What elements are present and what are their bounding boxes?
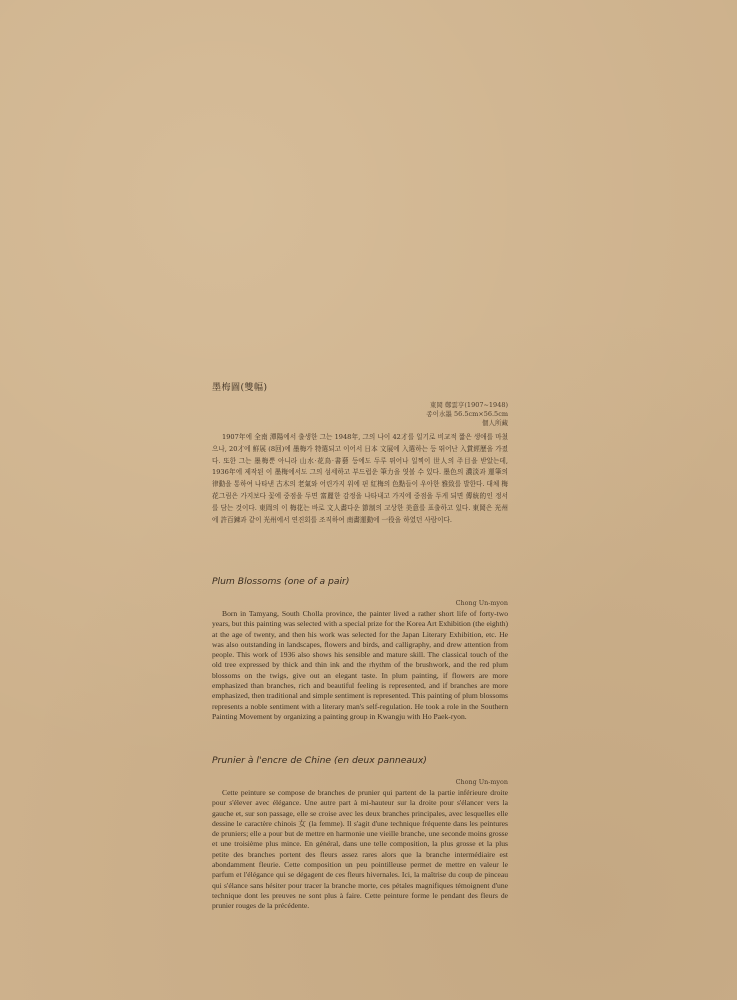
korean-artwork-meta [212,401,508,428]
french-title: Prunier à l'encre de Chine (en deux panneaux) [212,755,427,766]
korean-collection-line: 個人所藏 [482,419,508,427]
french-section [212,755,508,912]
french-artist-name: Chong Un-myon [455,778,508,786]
korean-description [212,432,508,526]
korean-medium-line: 종이水墨 56.5cm×56.5cm [426,410,508,418]
french-description [212,788,508,912]
english-description [212,609,508,722]
korean-artist-line: 東岡 鄭雲亨(1907~1948) [429,401,508,409]
french-paragraph: Cette peinture se compose de branches de prunier qui partent de la partie inférieure droite pour s'élever avec élégance. Une autre part à mi-hauteur sur la droite pour s'élancer vers la gauche et, sur son passage, elle se croise avec les deux branches principales, avec lesquelles elle dessine le caractère chinois 女 (la femme). Il s'agit d'une technique fréquente dans les peintures de pruniers; elle a pour but de mettre en harmonie une vieille branche, une seconde moins grosse et une troisième plus mince. En général, dans une telle composition, la plus grosse et la plus petite des branches portent des fleurs assez rares alors que la branche intermédiaire est abondamment fleurie. Cette composition un peu pointilleuse permet de mettre en valeur le parfum et l'élégance qui se dégagent de ces fleurs hivernales. Ici, la maîtrise du coup de pinceau qui s'élance sans hésiter pour tracer la branche morte, ces pétales magnifiques témoignent d'une technique dont les preuves ne sont plus à faire. Cette peinture forme le pendant des fleurs de prunier rouges de la précédente. [212,788,508,911]
english-title: Plum Blossoms (one of a pair) [212,576,350,587]
english-paragraph: Born in Tamyang, South Cholla province, the painter lived a rather short life of forty-two years, but this painting was selected with a special prize for the Korea Art Exhibition (the eighth) at the age of twenty, and then his work was selected for the Japan Literary Exhibition, etc. He was also outstanding in landscapes, flowers and birds, and calligraphy, and drew attention from people. This work of 1936 also shows his sensible and mature skill. The classical touch of the old tree expressed by thick and thin ink and the rhythm of the brushwork, and the red plum blossoms on the twigs, give out an elegant taste. In plum painting, if flowers are more emphasized than branches, rich and beautiful feeling is represented, and if branches are more emphasized, then traditional and simple sentiment is represented. This painting of plum blossoms represents a noble sentiment with a literary man's self-regulation. He took a role in the Southern Painting Movement by organizing a painting group in Kwangju with Ho Paek-ryon. [212,609,508,721]
korean-paragraph: 1907年에 全南 潭陽에서 출생한 그는 1948年, 그의 나이 42才를 일기로 비교적 짧은 생애를 마쳤으나, 20才에 鮮展 (8回)에 墨梅가 特選되고 이어서 日本 文展에 入選하는 등 뛰어난 入賞經歷을 가졌다. 또한 그는 墨梅뿐 아니라 山水·花鳥·書藝 등에도 두루 뛰어나 일찍이 世人의 주目을 받았는데, 1936年에 제작된 이 墨梅에서도 그의 섬세하고 부드럽운 筆力을 엿볼 수 있다. 墨色의 濃淡과 運筆의 律動을 통하여 나타낸 古木의 老氣와 어린가지 위에 핀 紅梅의 色點들이 우아한 雅致를 발한다. 대체 梅花그림은 가지보다 꽃에 중점을 두면 富麗한 감정을 나타내고 가지에 중점을 두게 되면 傳統的인 정서를 담는 것이다. 東岡의 이 梅花는 바로 文人畵다운 節制의 고상한 美意를 표출하고 있다. 東岡은 光州에 許百鍊과 같이 光州에서 연진회를 조직하여 南畵運動에 一役을 하였던 사람이다. [212,433,508,524]
korean-section [212,380,508,526]
english-section [212,576,508,722]
korean-title: 墨梅圖(雙幅) [212,383,268,393]
english-artist-name: Chong Un-myon [455,599,508,607]
